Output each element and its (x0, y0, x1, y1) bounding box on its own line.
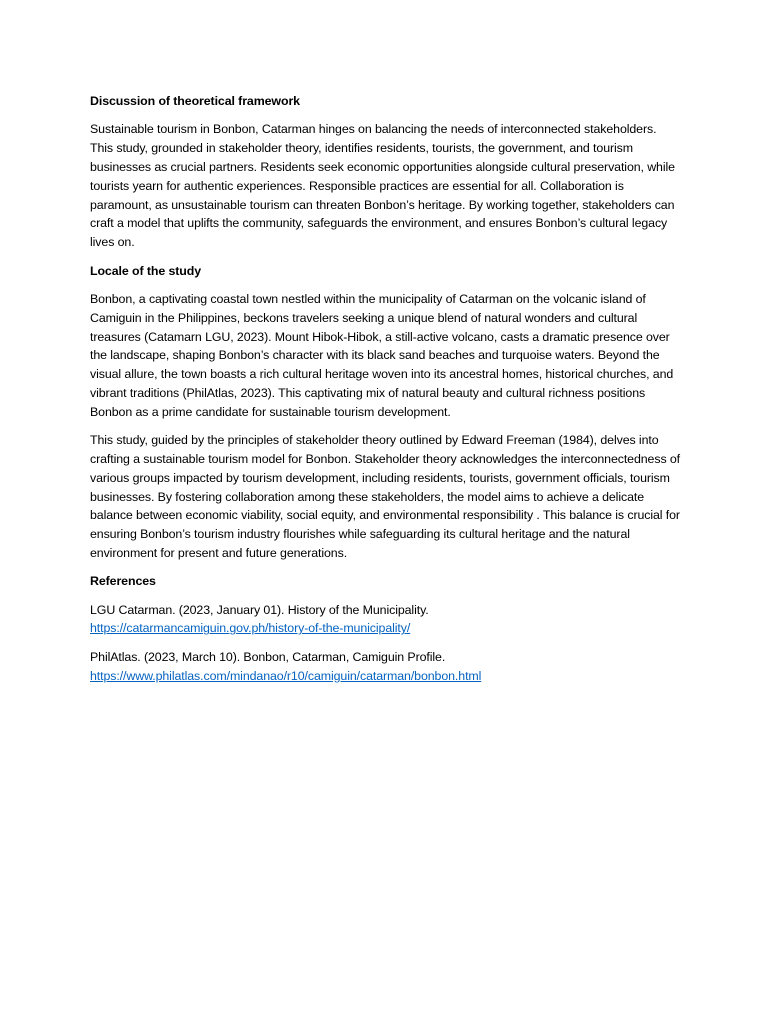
locale-paragraph-2: This study, guided by the principles of stakeholder theory outlined by Edward Freeman (1984), delves into crafting a sustainable tourism model for Bonbon. Stakeholder theory acknowledges the interconnectedness of various groups impacted by tourism development, including residents, tourists, government officials, tourism businesses. By fostering collaboration among these stakeholders, the model aims to achieve a delicate balance between economic viability, social equity, and environmental responsibility . This balance is crucial for ensuring Bonbon’s tourism industry flourishes while safeguarding its cultural heritage and the natural environment for present and future generations. (90, 433, 681, 560)
reference-citation: PhilAtlas. (2023, March 10). Bonbon, Catarman, Camiguin Profile. (90, 649, 446, 664)
references-heading: References (90, 574, 156, 589)
framework-heading: Discussion of theoretical framework (90, 94, 300, 108)
document-page (90, 92, 680, 695)
framework-paragraph: Sustainable tourism in Bonbon, Catarman hinges on balancing the needs of interconnected stakeholders. This study, grounded in stakeholder theory, identifies residents, tourists, the government, and tourism businesses as crucial partners. Residents seek economic opportunities alongside cultural preservation, while tourists yearn for authentic experiences. Responsible practices are essential for all. Collaboration is paramount, as unsustainable tourism can threaten Bonbon’s heritage. By working together, stakeholders can craft a model that uplifts the community, safeguards the environment, and ensures Bonbon’s cultural legacy lives on. (90, 122, 675, 250)
reference-item (90, 601, 680, 639)
locale-paragraph-1: Bonbon, a captivating coastal town nestled within the municipality of Catarman on the volcanic island of Camiguin in the Philippines, beckons travelers seeking a unique blend of natural wonders and cultural treasures (Catamarn LGU, 2023). Mount Hibok-Hibok, a still-active volcano, casts a dramatic presence over the landscape, shaping Bonbon’s character with its black sand beaches and turquoise waters. Beyond the visual allure, the town boasts a rich cultural heritage woven into its ancestral homes, historical churches, and vibrant traditions (PhilAtlas, 2023). This captivating mix of natural beauty and cultural richness positions Bonbon as a prime candidate for sustainable tourism development. (90, 291, 674, 419)
reference-link[interactable]: https://catarmancamiguin.gov.ph/history-of-the-municipality/ (90, 621, 411, 636)
reference-item (90, 648, 680, 686)
reference-link[interactable]: https://www.philatlas.com/mindanao/r10/camiguin/catarman/bonbon.html (90, 668, 482, 683)
locale-heading: Locale of the study (90, 263, 202, 278)
reference-citation: LGU Catarman. (2023, January 01). History of the Municipality. (90, 602, 429, 617)
